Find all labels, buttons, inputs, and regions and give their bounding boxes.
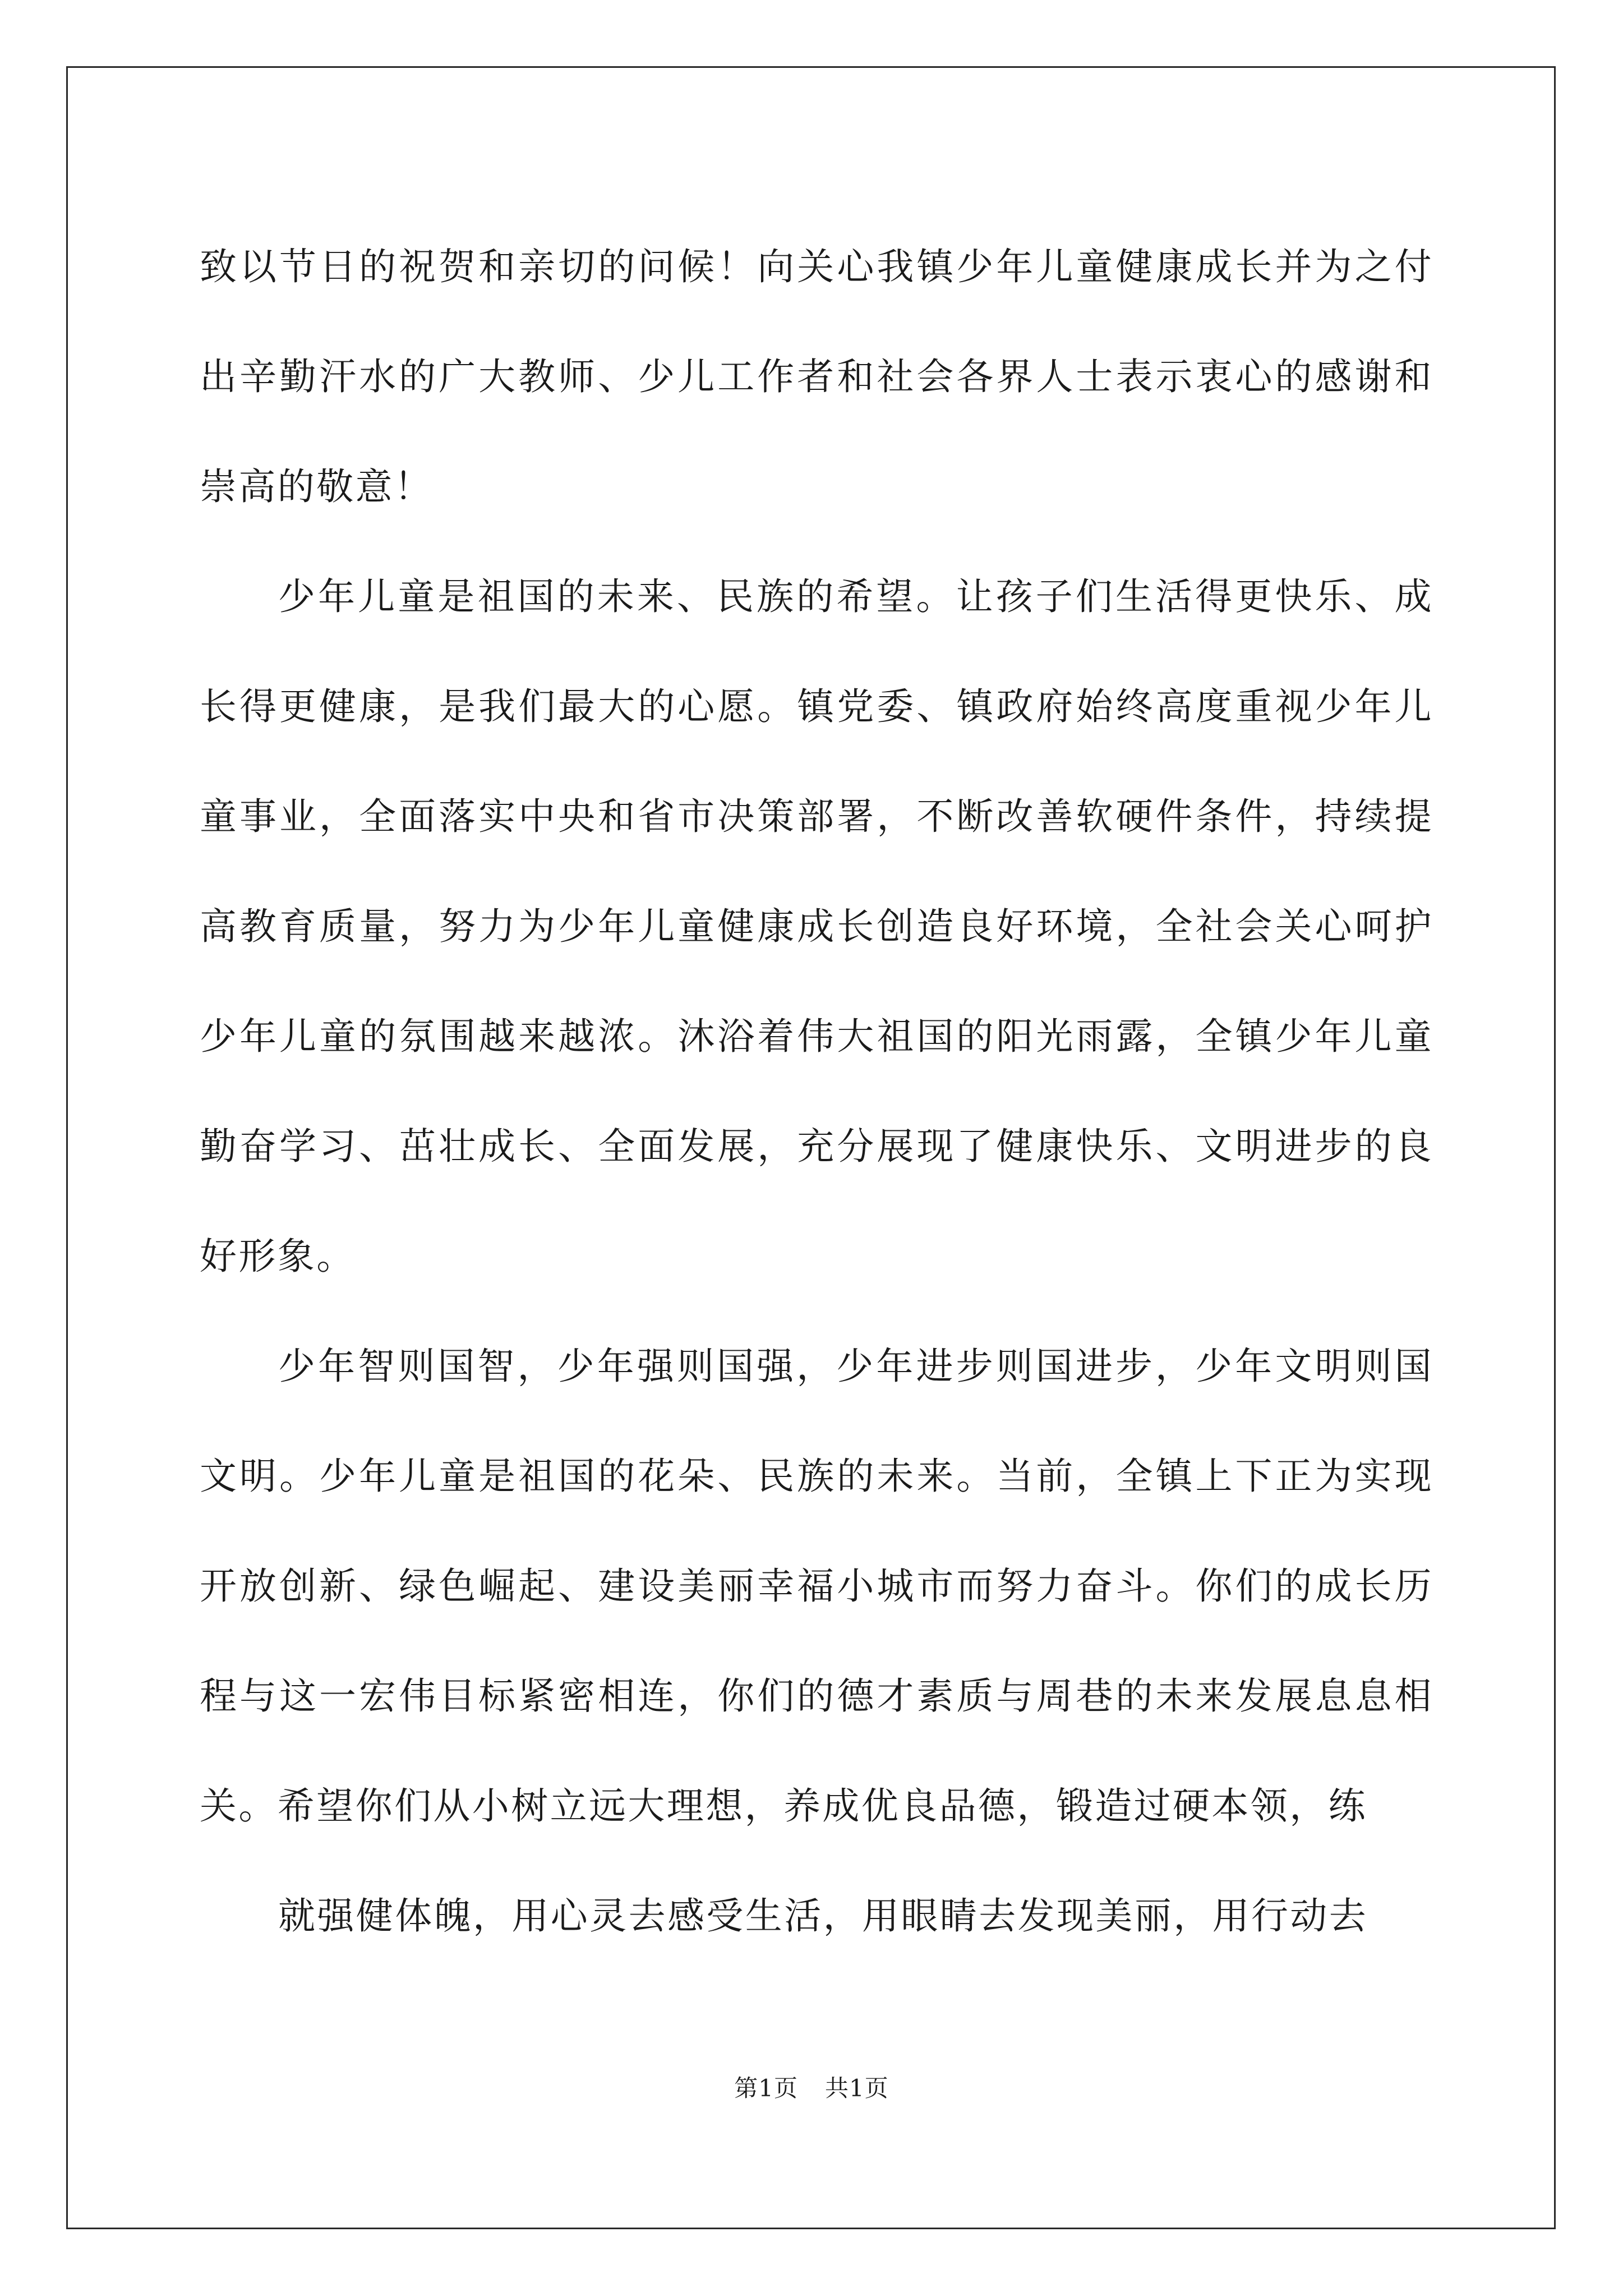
page-footer <box>0 2070 1623 2104</box>
paragraph-2: 少年儿童是祖国的未来、民族的希望。让孩子们生活得更快乐、成长得更健康，是我们最大的心愿。镇党委、镇政府始终高度重视少年儿童事业，全面落实中央和省市决策部署，不断改善软硬件条件，持续提高教育质量，努力为少年儿童健康成长创造良好环境，全社会关心呵护少年儿童的氛围越来越浓。沐浴着伟大祖国的阳光雨露，全镇少年儿童勤奋学习、茁壮成长、全面发展，充分展现了健康快乐、文明进步的良好形象。 <box>200 575 1433 1278</box>
page-number: 第1页 <box>734 2074 798 2102</box>
paragraph-4: 就强健体魄，用心灵去感受生活，用眼睛去发现美丽，用行动去 <box>278 1894 1368 1938</box>
document-body <box>200 212 1433 1971</box>
paragraph-1: 致以节日的祝贺和亲切的问候！向关心我镇少年儿童健康成长并为之付出辛勤汗水的广大教师、少儿工作者和社会各界人士表示衷心的感谢和崇高的敬意！ <box>200 245 1433 508</box>
page-total: 共1页 <box>825 2074 889 2102</box>
paragraph-3: 少年智则国智，少年强则国强，少年进步则国进步，少年文明则国文明。少年儿童是祖国的花朵、民族的未来。当前，全镇上下正为实现开放创新、绿色崛起、建设美丽幸福小城市而努力奋斗。你们的成长历程与这一宏伟目标紧密相连，你们的德才素质与周巷的未来发展息息相关。希望你们从小树立远大理想，养成优良品德，锻造过硬本领，练 <box>200 1345 1433 1828</box>
